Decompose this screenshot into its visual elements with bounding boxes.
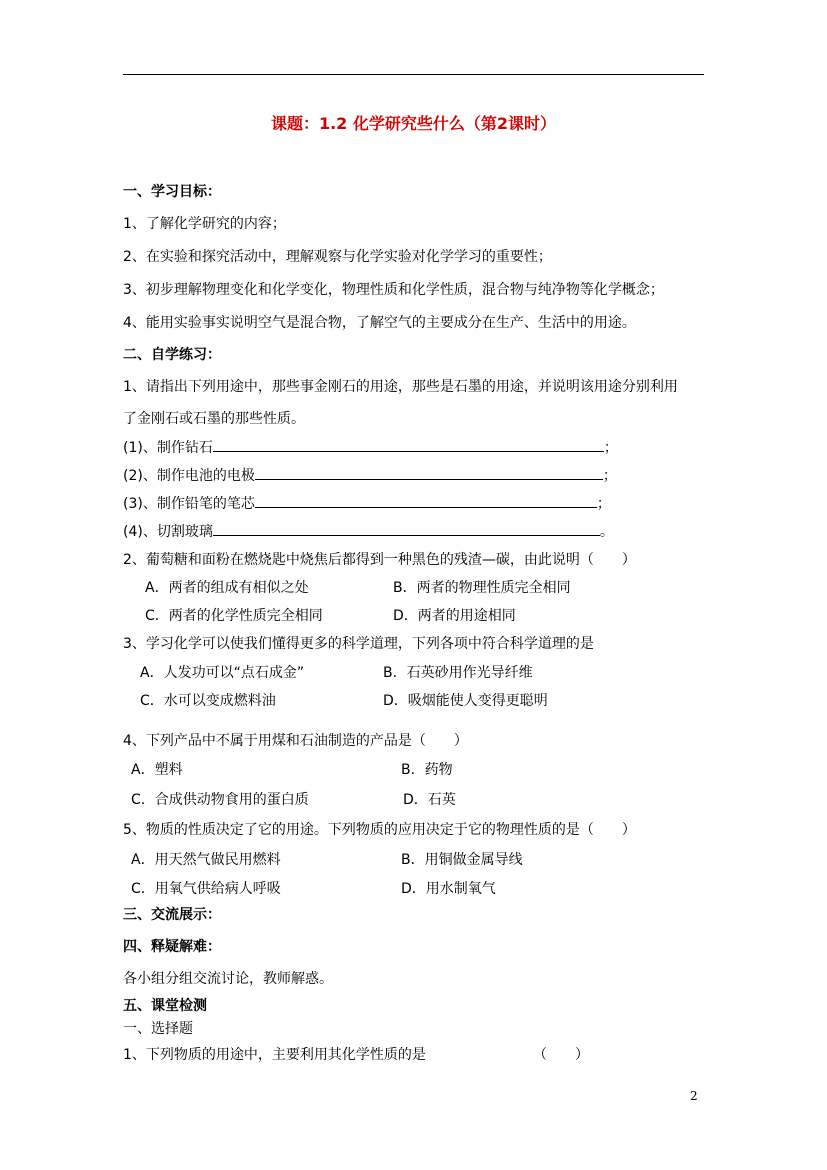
question-5-stem: 5、物质的性质决定了它的用途。下列物质的应用决定于它的物理性质的是（ ）: [123, 822, 636, 838]
qa-text: 各小组分组交流讨论，教师解惑。: [123, 971, 333, 987]
section-heading-qa: 四、释疑解难：: [123, 939, 221, 955]
blank-label: (2)、制作电池的电极: [123, 468, 255, 484]
blank-end: 。: [599, 524, 614, 540]
question-4-stem: 4、下列产品中不属于用煤和石油制造的产品是（ ）: [123, 733, 468, 749]
question-1-line2: 了金刚石或石墨的那些性质。: [123, 411, 305, 427]
fill-blank-row: [123, 492, 611, 514]
option-d[interactable]: D．两者的用途相同: [393, 608, 516, 624]
answer-blank[interactable]: [213, 520, 600, 536]
fill-blank-row: [123, 436, 618, 458]
answer-parentheses[interactable]: （ ）: [533, 1047, 589, 1063]
option-a[interactable]: A．塑料: [131, 762, 183, 778]
option-b[interactable]: B．石英砂用作光导纤维: [383, 665, 533, 681]
blank-label: (3)、制作铅笔的笔芯: [123, 496, 255, 512]
question-1-line1: 1、请指出下列用途中，那些事金刚石的用途，那些是石墨的用途，并说明该用途分别利用: [123, 379, 678, 395]
option-a[interactable]: A．人发功可以“点石成金”: [140, 665, 305, 681]
fill-blank-row: [123, 464, 617, 486]
section-heading-exchange: 三、交流展示：: [123, 907, 221, 923]
option-b[interactable]: B．用铜做金属导线: [401, 852, 523, 868]
option-c[interactable]: C．合成供动物食用的蛋白质: [131, 792, 309, 808]
option-d[interactable]: D．用水制氧气: [401, 881, 496, 897]
option-a[interactable]: A．用天然气做民用燃料: [131, 852, 281, 868]
answer-blank[interactable]: [255, 492, 597, 508]
option-c[interactable]: C．两者的化学性质完全相同: [145, 608, 323, 624]
blank-label: (1)、制作钻石: [123, 440, 213, 456]
option-c[interactable]: C．水可以变成燃料油: [140, 693, 276, 709]
section-heading-goals: 一、学习目标：: [123, 184, 221, 200]
goal-item: 1、了解化学研究的内容；: [123, 216, 286, 232]
page-number: 2: [690, 1089, 698, 1103]
question-3-stem: 3、学习化学可以使我们懂得更多的科学道理，下列各项中符合科学道理的是: [123, 636, 594, 652]
test-question-1-stem: 1、下列物质的用途中，主要利用其化学性质的是: [123, 1047, 426, 1063]
option-b[interactable]: B．两者的物理性质完全相同: [393, 580, 571, 596]
option-d[interactable]: D．吸烟能使人变得更聪明: [383, 693, 548, 709]
goal-item: 4、能用实验事实说明空气是混合物，了解空气的主要成分在生产、生活中的用途。: [123, 315, 636, 331]
section-heading-class-test: 五、课堂检测: [123, 998, 207, 1014]
blank-end: ；: [602, 468, 617, 484]
goal-item: 3、初步理解物理变化和化学变化，物理性质和化学性质，混合物与纯净物等化学概念；: [123, 282, 664, 298]
option-b[interactable]: B．药物: [401, 762, 453, 778]
option-d[interactable]: D．石英: [403, 792, 456, 808]
blank-end: ；: [596, 496, 611, 512]
question-2-stem: 2、葡萄糖和面粉在燃烧匙中烧焦后都得到一种黑色的残渣—碳，由此说明（ ）: [123, 552, 636, 568]
option-c[interactable]: C．用氧气供给病人呼吸: [131, 881, 281, 897]
answer-blank[interactable]: [213, 436, 604, 452]
goal-item: 2、在实验和探究活动中，理解观察与化学实验对化学学习的重要性；: [123, 249, 552, 265]
blank-end: ；: [603, 440, 618, 456]
subsection-choice: 一、选择题: [123, 1021, 193, 1037]
blank-label: (4)、切割玻璃: [123, 524, 213, 540]
option-a[interactable]: A．两者的组成有相似之处: [145, 580, 309, 596]
fill-blank-row: [123, 520, 614, 542]
page-title: 课题：1.2 化学研究些什么（第2课时）: [270, 114, 557, 133]
section-heading-self-study: 二、自学练习：: [123, 347, 221, 363]
answer-blank[interactable]: [255, 464, 603, 480]
header-rule: [123, 74, 704, 75]
